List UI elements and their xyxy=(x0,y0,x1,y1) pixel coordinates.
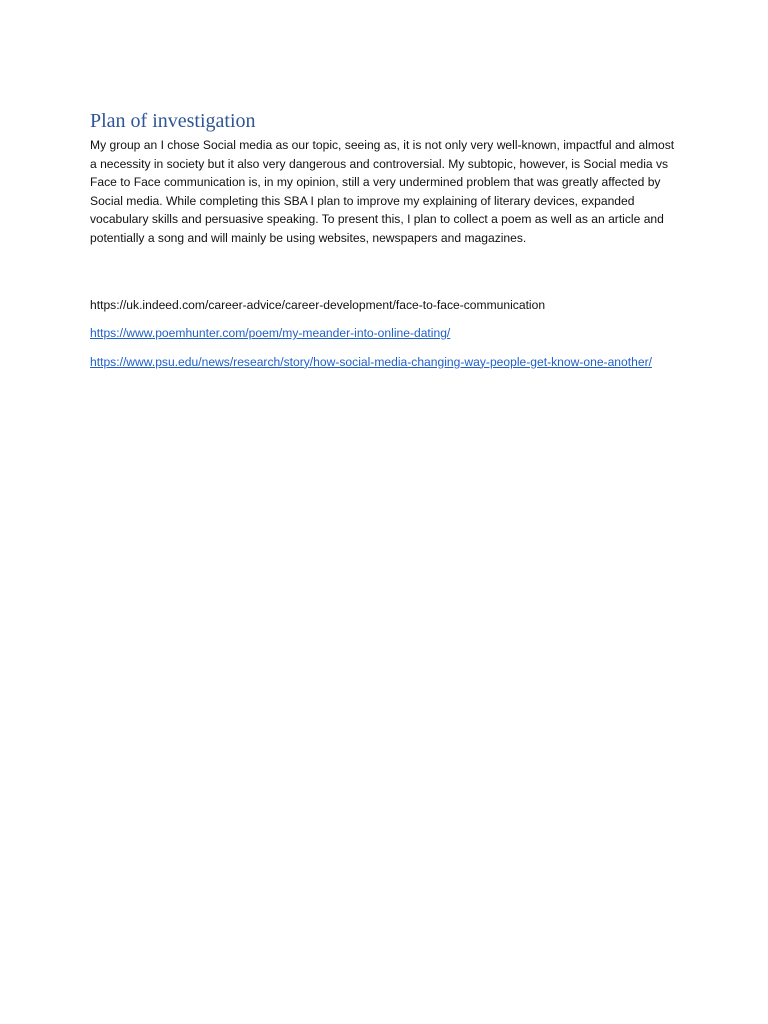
reference-link-psu[interactable]: https://www.psu.edu/news/research/story/how-social-media-changing-way-people-get-know-one-another/ xyxy=(90,354,652,369)
reference-link-poemhunter[interactable]: https://www.poemhunter.com/poem/my-meander-into-online-dating/ xyxy=(90,326,451,341)
reference-list xyxy=(90,296,680,372)
plan-paragraph: My group an I chose Social media as our topic, seeing as, it is not only very well-known, impactful and almost a necessity in society but it also very dangerous and controversial. My subtopic, however, is Social media vs Face to Face communication is, in my opinion, still a very undermined problem that was greatly affected by Social media. While completing this SBA I plan to improve my explaining of literary devices, expanded vocabulary skills and persuasive speaking. To present this, I plan to collect a poem as well as an article and potentially a song and will mainly be using websites, newspapers and magazines. xyxy=(90,138,675,245)
document-content xyxy=(90,108,680,381)
page-title: Plan of investigation xyxy=(90,110,256,132)
reference-indeed: https://uk.indeed.com/career-advice/career-development/face-to-face-communication xyxy=(90,297,546,312)
